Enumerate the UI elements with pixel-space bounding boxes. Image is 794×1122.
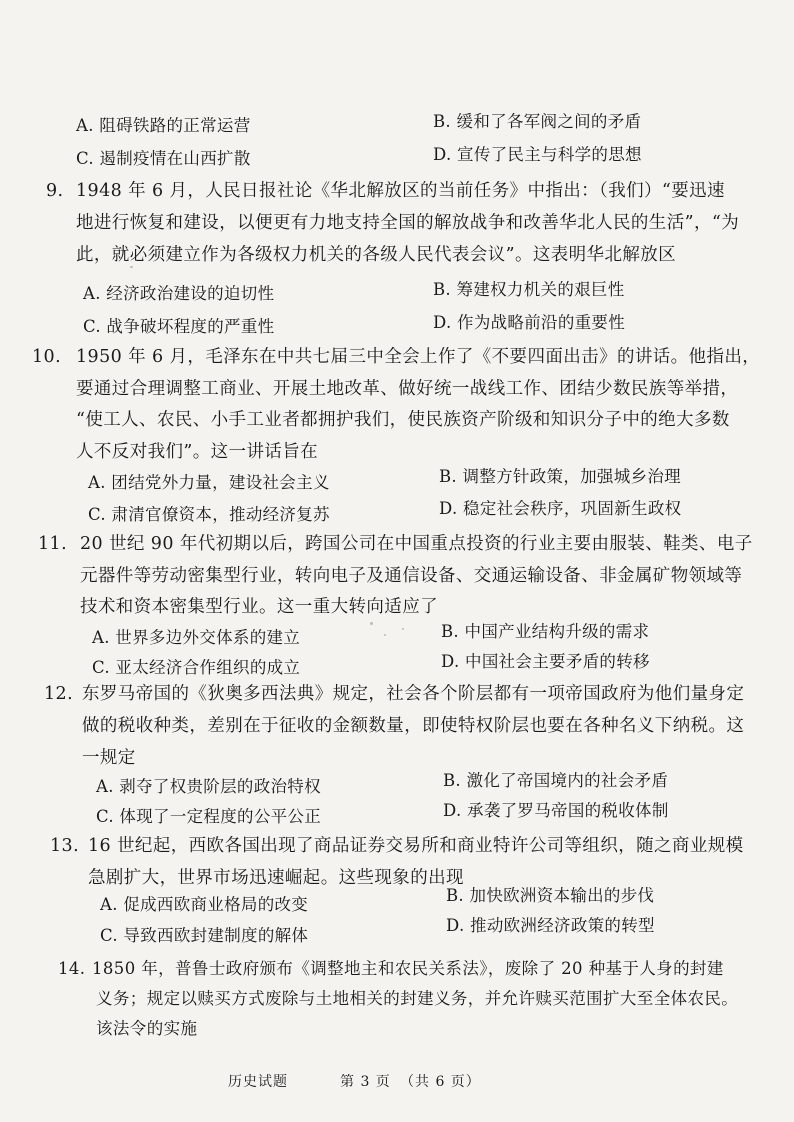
footer-subject: 历史试题	[228, 1074, 288, 1090]
scan-speck	[250, 780, 252, 782]
q9-line-1: 1948 年 6 月，人民日报社论《华北解放区的当前任务》中指出：（我们）“要迅速	[76, 181, 725, 201]
q11-number: 11.	[38, 534, 68, 554]
q11-line-1: 20 世纪 90 年代初期以后，跨国公司在中国重点投资的行业主要由服装、鞋类、电子	[80, 534, 753, 554]
prev-option-d: D. 宣传了民主与科学的思想	[433, 145, 642, 164]
scan-speck	[130, 266, 133, 268]
q14-number: 14.	[58, 959, 86, 978]
q11-option-b: B. 中国产业结构升级的需求	[441, 622, 650, 641]
prev-option-b: B. 缓和了各军阀之间的矛盾	[433, 112, 642, 131]
q10-line-3: “使工人、农民、小手工业者都拥护我们，使民族资产阶级和知识分子中的绝大多数	[76, 410, 730, 430]
scan-speck	[370, 622, 373, 625]
scan-speck	[384, 634, 386, 636]
q13-option-b: B. 加快欧洲资本输出的步伐	[446, 886, 655, 905]
q12-line-3: 一规定	[82, 748, 136, 768]
q10-number: 10.	[32, 347, 62, 367]
q12-option-d: D. 承袭了罗马帝国的税收体制	[443, 801, 669, 820]
q11-line-2: 元器件等劳动密集型行业，转向电子及通信设备、交通运输设备、非金属矿物领域等	[80, 566, 743, 586]
q14-line-3: 该法令的实施	[96, 1019, 198, 1038]
q12-line-1: 东罗马帝国的《狄奥多西法典》规定，社会各个阶层都有一项帝国政府为他们量身定	[82, 684, 745, 704]
q10-line-4: 人不反对我们”。这一讲话旨在	[76, 442, 319, 462]
q9-line-3: 此，就必须建立作为各级权力机关的各级人民代表会议”。这表明华北解放区	[76, 245, 677, 265]
q14-line-1: 1850 年，普鲁士政府颁布《调整地主和农民关系法》，废除了 20 种基于人身的封建	[92, 959, 724, 978]
q11-option-c: C. 亚太经济合作组织的成立	[92, 658, 301, 677]
prev-option-c: C. 遏制疫情在山西扩散	[76, 149, 251, 168]
q10-option-b: B. 调整方针政策，加强城乡治理	[439, 467, 681, 486]
q13-option-c: C. 导致西欧封建制度的解体	[100, 926, 309, 945]
q13-line-1: 16 世纪起，西欧各国出现了商品证券交易所和商业特许公司等组织，随之商业规模	[88, 836, 744, 856]
q13-option-a: A. 促成西欧商业格局的改变	[100, 895, 309, 914]
q12-line-2: 做的税收种类，差别在于征收的金额数量，即使特权阶层也要在各种名义下纳税。这	[82, 716, 745, 736]
q10-option-c: C. 肃清官僚资本，推动经济复苏	[88, 505, 330, 524]
q9-number: 9.	[46, 181, 64, 201]
q14-line-2: 义务；规定以赎买方式废除与土地相关的封建义务，并允许赎买范围扩大至全体农民。	[96, 989, 739, 1008]
q9-option-d: D. 作为战略前沿的重要性	[433, 313, 626, 332]
q11-line-3: 技术和资本密集型行业。这一重大转向适应了	[80, 597, 438, 617]
q10-option-a: A. 团结党外力量，建设社会主义	[88, 473, 330, 492]
q13-line-2: 急剧扩大，世界市场迅速崛起。这些现象的出现	[88, 868, 464, 888]
q12-option-a: A. 剥夺了权贵阶层的政治特权	[96, 777, 321, 796]
q12-number: 12.	[44, 684, 74, 704]
q9-option-c: C. 战争破坏程度的严重性	[83, 317, 275, 336]
q11-option-d: D. 中国社会主要矛盾的转移	[441, 652, 650, 671]
q11-option-a: A. 世界多边外交体系的建立	[92, 628, 301, 647]
q13-number: 13.	[50, 836, 80, 856]
footer-total-pages: （共 6 页）	[400, 1074, 481, 1090]
q13-option-d: D. 推动欧洲经济政策的转型	[446, 916, 655, 935]
q9-option-b: B. 筹建权力机关的艰巨性	[433, 280, 625, 299]
q10-line-1: 1950 年 6 月，毛泽东在中共七届三中全会上作了《不要四面出击》的讲话。他指出，	[76, 347, 761, 367]
scan-speck	[402, 628, 404, 630]
q10-line-2: 要通过合理调整工商业、开展土地改革、做好统一战线工作、团结少数民族等举措，	[76, 379, 739, 399]
q12-option-c: C. 体现了一定程度的公平公正	[96, 807, 322, 826]
q9-line-2: 地进行恢复和建设，以便更有力地支持全国的解放战争和改善华北人民的生活”，“为	[76, 213, 740, 233]
q10-option-d: D. 稳定社会秩序，巩固新生政权	[439, 499, 682, 518]
q9-option-a: A. 经济政治建设的迫切性	[83, 284, 275, 303]
prev-option-a: A. 阻碍铁路的正常运营	[76, 116, 251, 135]
q12-option-b: B. 激化了帝国境内的社会矛盾	[443, 771, 669, 790]
footer-page-number: 第 3 页	[340, 1074, 391, 1090]
